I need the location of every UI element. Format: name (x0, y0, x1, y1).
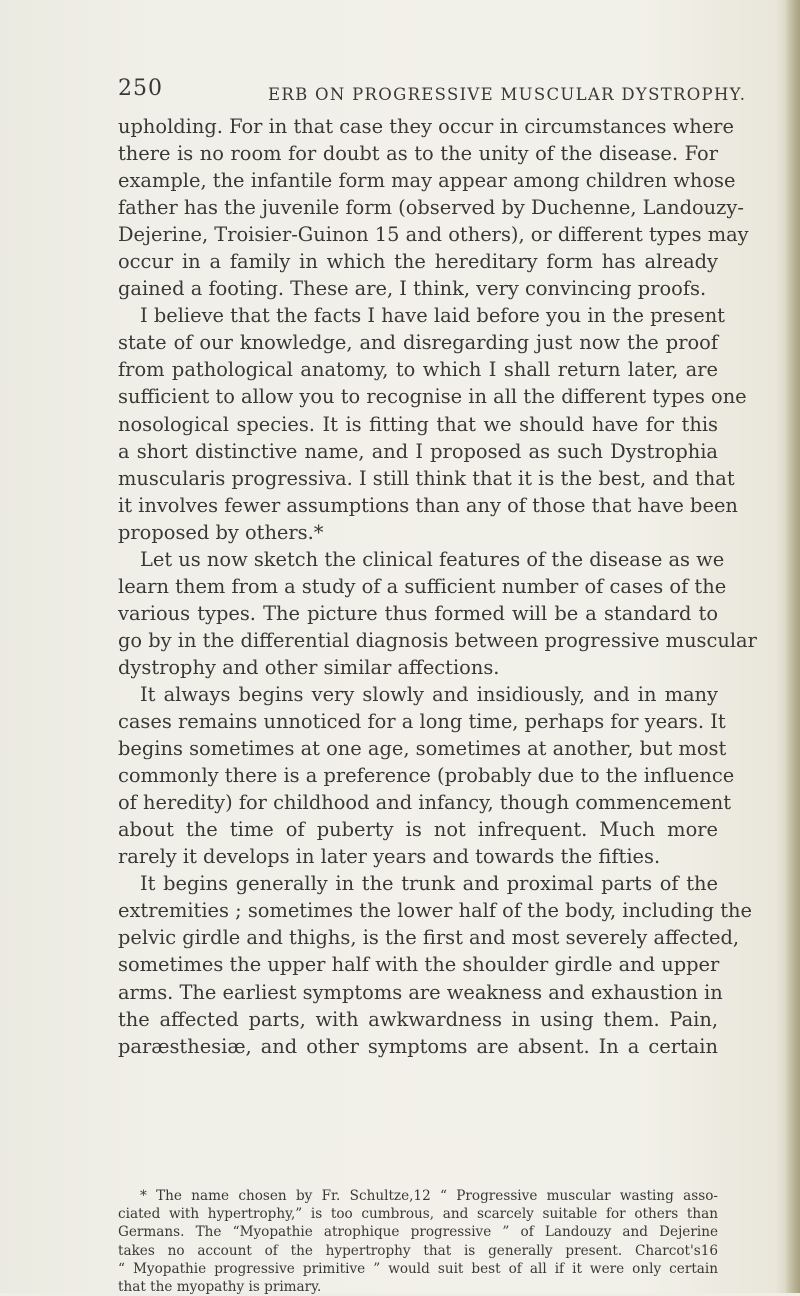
body-line: about the time of puberty is not infrequent. Much more (118, 818, 718, 842)
body-text (118, 113, 757, 1060)
body-line: state of our knowledge, and disregarding just now the proof (118, 331, 718, 355)
body-line: from pathological anatomy, to which I shall return later, are (118, 358, 718, 382)
body-line: extremities ; sometimes the lower half of the body, including the (118, 899, 752, 923)
page-edge-shadow (786, 0, 800, 1293)
body-line: dystrophy and other similar affections. (118, 655, 500, 679)
footnote-line: that the myopathy is primary. (118, 1278, 322, 1295)
body-line: pelvic girdle and thighs, is the first and most severely affected, (118, 926, 740, 950)
page-number: 250 (118, 76, 163, 101)
body-line: it involves fewer assumptions than any of those that have been (118, 493, 738, 517)
body-line: paræsthesiæ, and other symptoms are absent. In a certain (118, 1034, 718, 1058)
footnote-line: Germans. The “Myopathie atrophique progressive ” of Landouzy and Dejerine (118, 1224, 718, 1241)
body-line: I believe that the facts I have laid before you in the present (140, 304, 725, 328)
body-line: cases remains unnoticed for a long time, perhaps for years. It (118, 710, 726, 734)
body-line: occur in a family in which the hereditary form has already (118, 250, 718, 274)
body-line: It always begins very slowly and insidiously, and in many (140, 682, 718, 706)
body-line: of heredity) for childhood and infancy, though commencement (118, 791, 732, 815)
footnote-line: * The name chosen by Fr. Schultze,12 “ Progressive muscular wasting asso- (140, 1188, 718, 1204)
body-line: muscularis progressiva. I still think that it is the best, and that (118, 466, 735, 490)
body-line: It begins generally in the trunk and proximal parts of the (140, 872, 718, 896)
body-line: Dejerine, Troisier-Guinon 15 and others), or different types may (118, 223, 749, 247)
body-line: there is no room for doubt as to the unity of the disease. For (118, 142, 718, 166)
footnote-line: ciated with hypertrophy,” is too cumbrous, and scarcely suitable for others than (118, 1206, 718, 1223)
body-line: begins sometimes at one age, sometimes at another, but most (118, 737, 727, 761)
body-line: upholding. For in that case they occur in circumstances where (118, 115, 734, 138)
body-line: gained a footing. These are, I think, very convincing proofs. (118, 277, 707, 301)
body-line: nosological species. It is fitting that we should have for this (118, 412, 718, 436)
footnote-line: takes no account of the hypertrophy that is generally present. Charcot's16 (118, 1242, 718, 1259)
running-head: ERB ON PROGRESSIVE MUSCULAR DYSTROPHY. (268, 85, 747, 104)
body-line: a short distinctive name, and I proposed as such Dystrophia (118, 439, 718, 463)
body-line: learn them from a study of a sufficient number of cases of the (118, 574, 727, 598)
body-line: example, the infantile form may appear among children whose (118, 169, 736, 193)
body-line: rarely it develops in later years and towards the fifties. (118, 845, 661, 869)
page-header (118, 76, 747, 106)
body-line: arms. The earliest symptoms are weakness and exhaustion in (118, 980, 723, 1004)
body-line: proposed by others.* (118, 520, 324, 544)
body-line: father has the juvenile form (observed by Duchenne, Landouzy- (118, 196, 744, 220)
body-line: sufficient to allow you to recognise in all the different types one (118, 385, 747, 409)
body-line: various types. The picture thus formed will be a standard to (118, 601, 718, 625)
footnote (118, 1187, 718, 1296)
body-line: Let us now sketch the clinical features of the disease as we (140, 547, 725, 571)
body-line: the affected parts, with awkwardness in using them. Pain, (118, 1007, 718, 1031)
body-line: commonly there is a preference (probably due to the influence (118, 764, 735, 788)
footnote-line: “ Myopathie progressive primitive ” would suit best of all if it were only certain (118, 1260, 718, 1277)
body-line: sometimes the upper half with the shoulder girdle and upper (118, 953, 720, 977)
body-line: go by in the differential diagnosis between progressive muscular (118, 628, 757, 652)
